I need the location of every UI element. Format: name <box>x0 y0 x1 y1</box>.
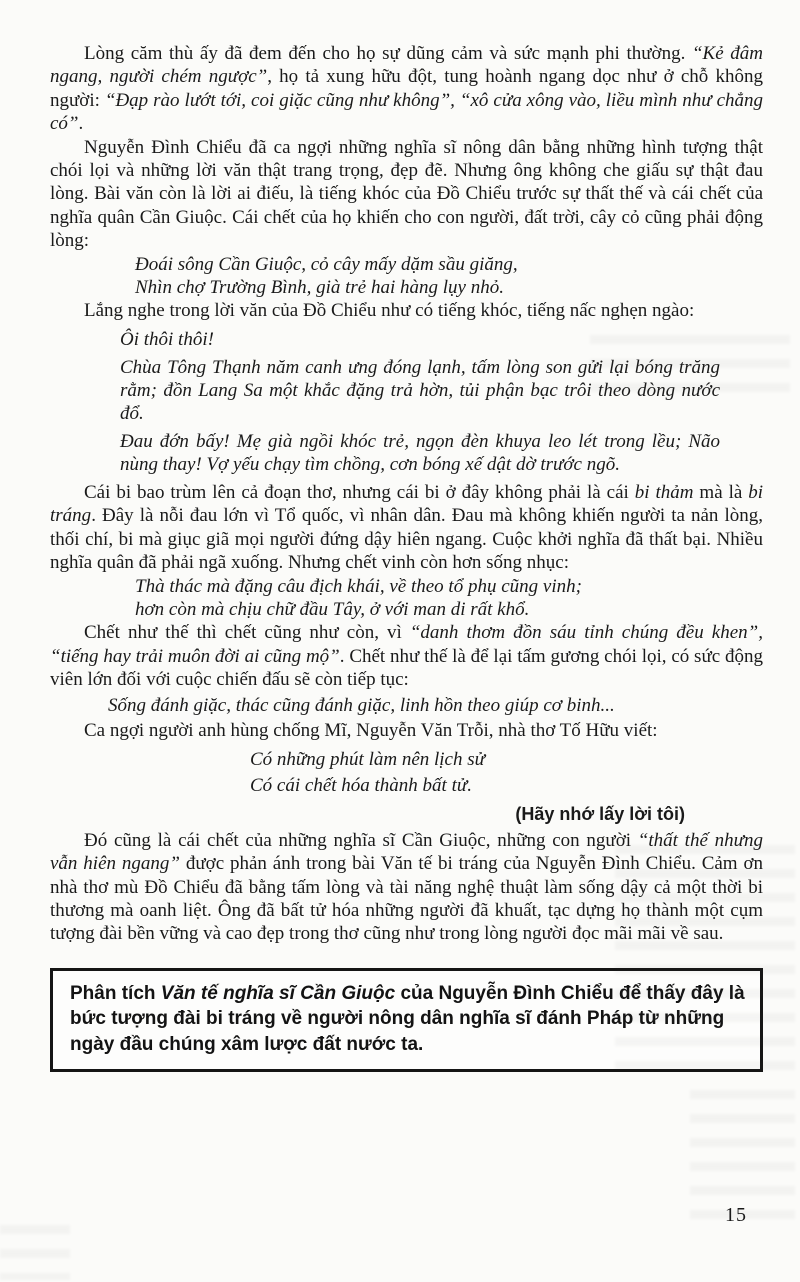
text-run: Văn tế nghĩa sĩ Cần Giuộc <box>160 982 396 1004</box>
text-run: Lòng căm thù ấy đã đem đến cho họ sự dũng cảm và sức mạnh phi thường. <box>84 43 692 64</box>
verse-song-danh-giac <box>108 694 763 717</box>
text-run: Nguyễn Đình Chiểu đã ca ngợi những nghĩa sĩ nông dân bằng những hình tượng thật chói lọi và những lời văn thật trang trọng, đẹp đẽ. Nhưng ông không che giấu sự thật đau lòng. Bài văn còn là lời ai điếu, là tiếng khóc của Đồ Chiểu trước sự thất thế và cái chết của nghĩa quân Cần Giuộc. Cái chết của họ khiến cho con người, đất trời, cây cỏ cũng phải động lòng: <box>50 136 763 252</box>
paragraph-lang-nghe <box>50 299 763 322</box>
text-run: Lắng nghe trong lời văn của Đồ Chiểu như có tiếng khóc, tiếng nấc nghẹn ngào: <box>84 300 695 322</box>
text-run: “thất thế nhưng vẫn hiên ngang” <box>50 829 763 875</box>
text-run: được phản ánh trong bài Văn tế bi tráng của Nguyễn Đình Chiểu. Cảm ơn nhà thơ mù Đồ Chiểu đã bằng tấm lòng và tài năng nghệ thuật làm sống dậy cả một thời bi thương mà oanh liệt. Ông đã bất tử hóa những người đã khuất, tạc dựng họ thành một cụm tượng đài bền vững và cao đẹp trong thơ cũng như trong lòng người đọc mãi mãi về sau. <box>50 853 763 945</box>
text-run: Đoái sông Cần Giuộc, cỏ cây mấy dặm sầu giăng, <box>135 253 518 275</box>
text-run: hơn còn mà chịu chữ đầu Tây, ở với man di rất khổ. <box>135 598 530 620</box>
text-run: Phân tích <box>70 982 161 1004</box>
text-run: Thà thác mà đặng câu địch khái, về theo tổ phụ cũng vinh; <box>135 575 582 597</box>
text-run: Ôi thôi thôi! <box>120 328 214 350</box>
text-run: “Đạp rào lướt tới, coi giặc cũng như không”, “xô cửa xông vào, liều mình như chẳng có” <box>50 89 763 135</box>
quote-chua-tong-thanh <box>120 356 720 425</box>
text-run: Chùa Tông Thạnh năm canh ưng đóng lạnh, tấm lòng son gửi lại bóng trăng rằm; đồn Lang Sa một khắc đặng trả hờn, tủi phận bạc trôi theo dòng nước đổ. <box>120 356 720 424</box>
text-run: Chết như thế thì chết cũng như còn, vì <box>84 622 410 644</box>
text-run: (Hãy nhớ lấy lời tôi) <box>515 804 685 825</box>
verse-line <box>135 253 763 276</box>
verse-line <box>135 575 763 598</box>
quote-dau-don-bay <box>120 430 720 476</box>
verse-co-nhung-phut <box>250 747 763 798</box>
quote-oi-thoi-thoi <box>120 328 720 351</box>
scan-bleed-artifact <box>0 1225 70 1280</box>
paragraph-ca-ngoi-nghia-si <box>50 136 763 253</box>
verse-line <box>250 747 763 773</box>
text-run: Có cái chết hóa thành bất tử. <box>250 774 472 796</box>
text-run: . Chết như thế là để lại tấm gương chói lọi, có sức động viên lớn đối với cuộc chiến đấu sẽ còn tiếp tục: <box>50 645 763 691</box>
text-run: “danh thơm đồn sáu tỉnh chúng đều khen”, “tiếng hay trải muôn đời ai cũng mộ” <box>50 622 763 667</box>
text-run: Có những phút làm nên lịch sử <box>250 749 485 771</box>
verse-tha-thac <box>135 575 763 622</box>
text-run: Đau đớn bấy! Mẹ già ngồi khóc trẻ, ngọn đèn khuya leo lét trong lều; Não nùng thay! Vợ yếu chạy tìm chồng, cơn bóng xế dật dờ trước ngõ. <box>120 430 720 475</box>
text-run: bi tráng <box>50 481 763 527</box>
paragraph-cai-bi <box>50 481 763 575</box>
paragraph-chet-nhu-the <box>50 621 763 691</box>
text-run: Sống đánh giặc, thác cũng đánh giặc, linh hồn theo giúp cơ binh... <box>108 694 615 716</box>
verse-line <box>250 773 763 799</box>
verse-line <box>135 276 763 299</box>
text-run: Đó cũng là cái chết của những nghĩa sĩ Cần Giuộc, những con người <box>84 829 638 851</box>
text-run: bi thảm <box>634 481 694 503</box>
text-run: . <box>78 113 84 135</box>
text-run: mà là <box>693 481 749 503</box>
text-run: Cái bi bao trùm lên cả đoạn thơ, nhưng cái bi ở đây không phải là cái <box>84 481 635 503</box>
paragraph-ca-ngoi-anh-hung <box>50 719 763 742</box>
page-number: 15 <box>725 1204 747 1226</box>
verse-doai-song <box>135 253 763 300</box>
text-run: của Nguyễn Đình Chiểu để thấy đây là bức tượng đài bi tráng về người nông dân nghĩa sĩ đánh Pháp từ những ngày đầu chúng xâm lược đất nước ta. <box>70 982 745 1055</box>
verse-line <box>135 598 763 621</box>
text-run: . Đây là nỗi đau lớn vì Tổ quốc, vì nhân dân. Đau mà không khiến người ta nản lòng, thối chí, bi mà giục giã mọi người đứng dậy hiên ngang. Cuộc khởi nghĩa đã thất bại. Nhiều nghĩa quân đã phải ngã xuống. Nhưng chết vinh còn hơn sống nhục: <box>50 505 763 574</box>
page-content <box>50 42 763 1072</box>
paragraph-do-cung-la <box>50 829 763 946</box>
exercise-box <box>50 968 763 1073</box>
text-run: Nhìn chợ Trường Bình, già trẻ hai hàng lụy nhỏ. <box>135 277 504 299</box>
attribution-hay-nho-lay-loi-toi <box>50 803 685 826</box>
text-run: Ca ngợi người anh hùng chống Mĩ, Nguyễn Văn Trỗi, nhà thơ Tố Hữu viết: <box>84 719 658 741</box>
paragraph-long-cam-thu <box>50 42 763 136</box>
text-run: “Kẻ đâm ngang, người chém ngược” <box>50 43 763 88</box>
text-run: , họ tả xung hữu đột, tung hoành ngang dọc như ở chỗ không người: <box>50 66 763 111</box>
